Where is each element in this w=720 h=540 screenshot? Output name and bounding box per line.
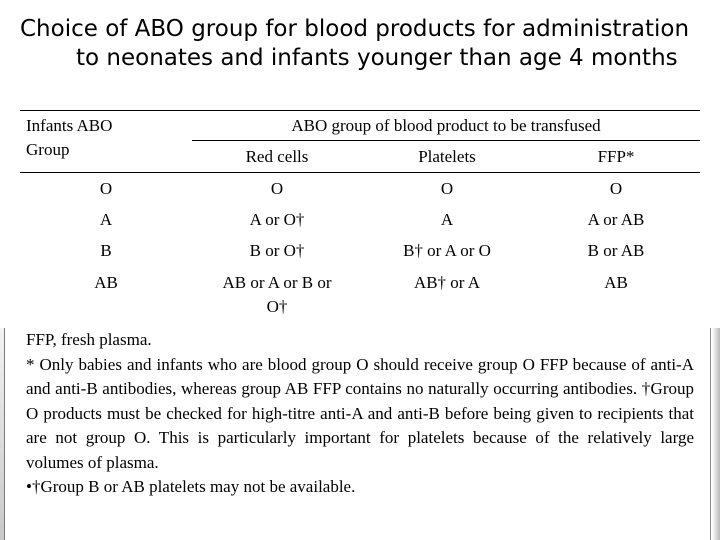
footnote-text: * Only babies and infants who are blood group O should receive group O FFP because of anti-A and anti-B antibodies, whereas group AB FFP contains no naturally occurring antibodies. †Group O products must be checked for high-titre anti-A and anti-B before being given to recipients that are not group O. This is particularly important for platelets because of the relatively large volumes of plasma. (26, 354, 694, 472)
slide-right-edge-line (710, 328, 711, 540)
table-row-group: A (99, 210, 113, 229)
table-cell-ffp: A or AB (587, 210, 645, 229)
table-cell-platelets: O (440, 179, 454, 198)
column-header-platelets: Platelets (418, 147, 476, 166)
table-group-header-rule (192, 140, 700, 141)
title-line-1: Choice of ABO group for blood products for administration (20, 16, 690, 42)
row-header-line-2: Group (26, 140, 70, 159)
slide-right-edge (712, 328, 720, 540)
table-row-group: AB (94, 273, 118, 292)
row-header (26, 114, 112, 162)
abbreviation-note: FFP, fresh plasma. (26, 330, 152, 349)
table-cell-platelets: AB† or A (413, 273, 481, 292)
table-cell-ffp: O (609, 179, 623, 198)
column-header-red-cells: Red cells (245, 147, 309, 166)
table-cell-red-cells: A or O† (249, 210, 305, 229)
table-top-rule (20, 110, 700, 111)
slide-left-edge-line (4, 328, 5, 540)
notes (26, 328, 694, 500)
table-cell-red-cells-line-1: AB or A or B or (222, 273, 332, 292)
table-cell-red-cells: O (270, 179, 284, 198)
abo-table (20, 110, 700, 328)
table-cell-red-cells (192, 271, 362, 319)
table-header-rule (20, 172, 700, 173)
bullet-note: •†Group B or AB platelets may not be available. (26, 477, 356, 496)
table-cell-ffp: AB (604, 273, 628, 292)
table-row-group: B (100, 241, 112, 260)
table-cell-platelets: A (440, 210, 454, 229)
table-cell-ffp: B or AB (587, 241, 645, 260)
table-cell-red-cells-line-2: O† (266, 297, 288, 316)
table-cell-platelets: B† or A or O (403, 241, 491, 260)
column-header-ffp: FFP* (597, 147, 635, 166)
group-header: ABO group of blood product to be transfused (291, 116, 601, 135)
table-row-group: O (99, 179, 113, 198)
table-cell-red-cells: B or O† (249, 241, 305, 260)
row-header-line-1: Infants ABO (26, 116, 113, 135)
title-line-2: to neonates and infants younger than age 4 months (76, 45, 678, 71)
